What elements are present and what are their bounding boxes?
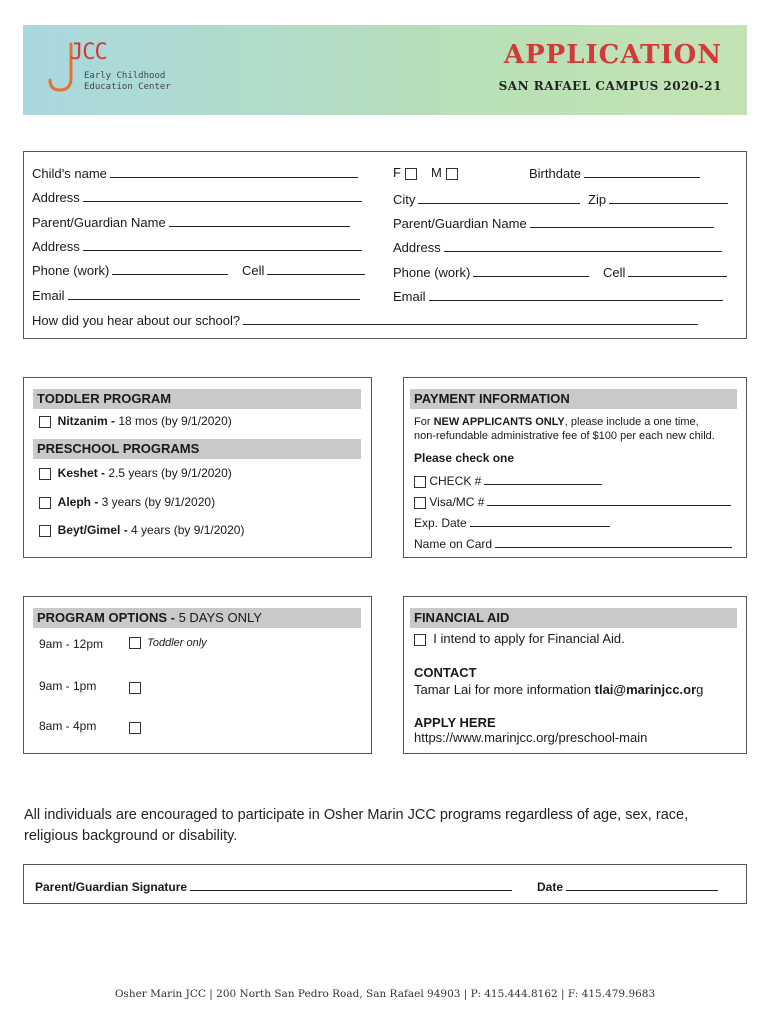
contact-text: Tamar Lai for more information bbox=[414, 682, 595, 697]
financial-aid-checkbox[interactable] bbox=[414, 634, 426, 646]
beyt-gimel-checkbox[interactable] bbox=[39, 525, 51, 537]
toddler-option bbox=[39, 414, 232, 428]
name-on-card-field[interactable] bbox=[414, 535, 732, 551]
aleph-age: 3 years (by 9/1/2020) bbox=[98, 495, 216, 509]
toddler-age: 18 mos (by 9/1/2020) bbox=[115, 414, 232, 428]
option-row-3 bbox=[129, 719, 141, 734]
date-label: Date bbox=[537, 880, 564, 894]
city-label: City bbox=[393, 192, 416, 207]
gender-field bbox=[393, 165, 458, 180]
cell-label-2: Cell bbox=[603, 265, 626, 280]
address-field-1[interactable] bbox=[32, 189, 362, 205]
parent-name-field-1[interactable] bbox=[32, 214, 350, 230]
preschool-programs-header: PRESCHOOL PROGRAMS bbox=[33, 439, 361, 459]
address-field-3[interactable] bbox=[393, 239, 722, 255]
gender-f-label: F bbox=[393, 165, 401, 180]
referral-field[interactable] bbox=[32, 312, 698, 328]
option-checkbox-3[interactable] bbox=[129, 722, 141, 734]
page-title: APPLICATION bbox=[503, 40, 722, 70]
aleph-option bbox=[39, 495, 215, 509]
payment-note-post: , please include a one time, bbox=[564, 416, 699, 428]
child-name-label: Child’s name bbox=[32, 166, 107, 181]
logo-subtitle bbox=[84, 71, 171, 93]
keshet-option bbox=[39, 466, 232, 480]
city-field[interactable] bbox=[393, 191, 580, 207]
keshet-name: Keshet - bbox=[57, 466, 106, 480]
program-options-title-bold: PROGRAM OPTIONS - bbox=[37, 610, 179, 625]
birthdate-field[interactable] bbox=[529, 165, 700, 181]
address-label-2: Address bbox=[32, 239, 80, 254]
option-time-2: 9am - 1pm bbox=[39, 679, 97, 693]
aleph-name: Aleph - bbox=[57, 495, 99, 509]
parent-name-field-2[interactable] bbox=[393, 215, 714, 231]
phone-work-label-1: Phone (work) bbox=[32, 263, 110, 278]
beyt-gimel-name: Beyt/Gimel - bbox=[57, 523, 128, 537]
cell-label-1: Cell bbox=[242, 263, 265, 278]
option-time-1: 9am - 12pm bbox=[39, 637, 104, 651]
visa-field[interactable] bbox=[414, 493, 731, 509]
logo-line-2: Education Center bbox=[84, 82, 171, 92]
payment-choose-label: Please check one bbox=[414, 451, 515, 465]
contact-info bbox=[414, 682, 703, 697]
referral-label: How did you hear about our school? bbox=[32, 313, 241, 328]
exp-date-label: Exp. Date bbox=[414, 516, 467, 530]
email-field-1[interactable] bbox=[32, 287, 360, 303]
toddler-program-header: TODDLER PROGRAM bbox=[33, 389, 361, 409]
logo-mark: JCC bbox=[70, 40, 107, 65]
contact-email-tail: g bbox=[696, 682, 704, 697]
signature-label: Parent/Guardian Signature bbox=[35, 880, 188, 894]
child-name-field[interactable] bbox=[32, 165, 358, 181]
payment-note-pre: For bbox=[414, 416, 434, 428]
nondiscrimination-statement: All individuals are encouraged to participate in Osher Marin JCC programs regardless of age, sex, race, religious background or disability. bbox=[24, 807, 689, 844]
email-label-1: Email bbox=[32, 288, 65, 303]
payment-note-bold: NEW APPLICANTS ONLY bbox=[433, 416, 565, 428]
address-label-3: Address bbox=[393, 240, 441, 255]
visa-label: Visa/MC # bbox=[429, 495, 485, 509]
gender-m-label: M bbox=[431, 165, 442, 180]
aleph-checkbox[interactable] bbox=[39, 497, 51, 509]
gender-f-checkbox[interactable] bbox=[405, 168, 417, 180]
address-label-1: Address bbox=[32, 190, 80, 205]
option-checkbox-1[interactable] bbox=[129, 637, 141, 649]
zip-field[interactable] bbox=[588, 191, 728, 207]
address-field-2[interactable] bbox=[32, 238, 362, 254]
option-row-2 bbox=[129, 679, 141, 694]
toddler-checkbox[interactable] bbox=[39, 416, 51, 428]
check-checkbox[interactable] bbox=[414, 476, 426, 488]
option-time-3: 8am - 4pm bbox=[39, 719, 97, 733]
toddler-name: Nitzanim - bbox=[57, 414, 116, 428]
option-checkbox-2[interactable] bbox=[129, 682, 141, 694]
keshet-age: 2.5 years (by 9/1/2020) bbox=[105, 466, 232, 480]
phone-work-field-1[interactable] bbox=[32, 262, 228, 278]
program-options-title-rest: 5 DAYS ONLY bbox=[178, 610, 262, 625]
email-field-2[interactable] bbox=[393, 288, 723, 304]
beyt-gimel-option bbox=[39, 523, 244, 537]
program-options-header bbox=[33, 608, 361, 628]
apply-url[interactable]: https://www.marinjcc.org/preschool-main bbox=[414, 730, 648, 745]
payment-note bbox=[414, 415, 715, 443]
contact-email[interactable]: tlai@marinjcc.or bbox=[594, 682, 697, 697]
gender-m-checkbox[interactable] bbox=[446, 168, 458, 180]
financial-aid-label: I intend to apply for Financial Aid. bbox=[433, 631, 625, 646]
option-row-1 bbox=[129, 637, 207, 649]
check-field[interactable] bbox=[414, 472, 602, 488]
phone-work-label-2: Phone (work) bbox=[393, 265, 471, 280]
parent-name-label-2: Parent/Guardian Name bbox=[393, 216, 527, 231]
toddler-only-note: Toddler only bbox=[147, 637, 207, 649]
header-banner bbox=[23, 25, 747, 115]
cell-field-2[interactable] bbox=[603, 264, 727, 280]
campus-subtitle: SAN RAFAEL CAMPUS 2020-21 bbox=[498, 79, 722, 93]
financial-aid-header: FINANCIAL AID bbox=[410, 608, 737, 628]
zip-label: Zip bbox=[588, 192, 607, 207]
logo-line-1: Early Childhood bbox=[84, 71, 166, 81]
exp-date-field[interactable] bbox=[414, 514, 610, 530]
payment-note-line2: non-refundable administrative fee of $100 per each new child. bbox=[414, 430, 715, 442]
check-label: CHECK # bbox=[429, 474, 482, 488]
apply-title: APPLY HERE bbox=[414, 715, 496, 730]
contact-title: CONTACT bbox=[414, 665, 477, 680]
financial-aid-option bbox=[414, 631, 625, 646]
date-field[interactable] bbox=[537, 878, 718, 894]
payment-header: PAYMENT INFORMATION bbox=[410, 389, 737, 409]
signature-field[interactable] bbox=[35, 878, 512, 894]
beyt-gimel-age: 4 years (by 9/1/2020) bbox=[127, 523, 245, 537]
cell-field-1[interactable] bbox=[242, 262, 365, 278]
keshet-checkbox[interactable] bbox=[39, 468, 51, 480]
phone-work-field-2[interactable] bbox=[393, 264, 589, 280]
birthdate-label: Birthdate bbox=[529, 166, 582, 181]
visa-checkbox[interactable] bbox=[414, 497, 426, 509]
footer-address: Osher Marin JCC | 200 North San Pedro Road, San Rafael 94903 | P: 415.444.8162 | F: 415.479.9683 bbox=[114, 988, 656, 1000]
email-label-2: Email bbox=[393, 289, 426, 304]
parent-name-label-1: Parent/Guardian Name bbox=[32, 215, 166, 230]
name-on-card-label: Name on Card bbox=[414, 537, 493, 551]
